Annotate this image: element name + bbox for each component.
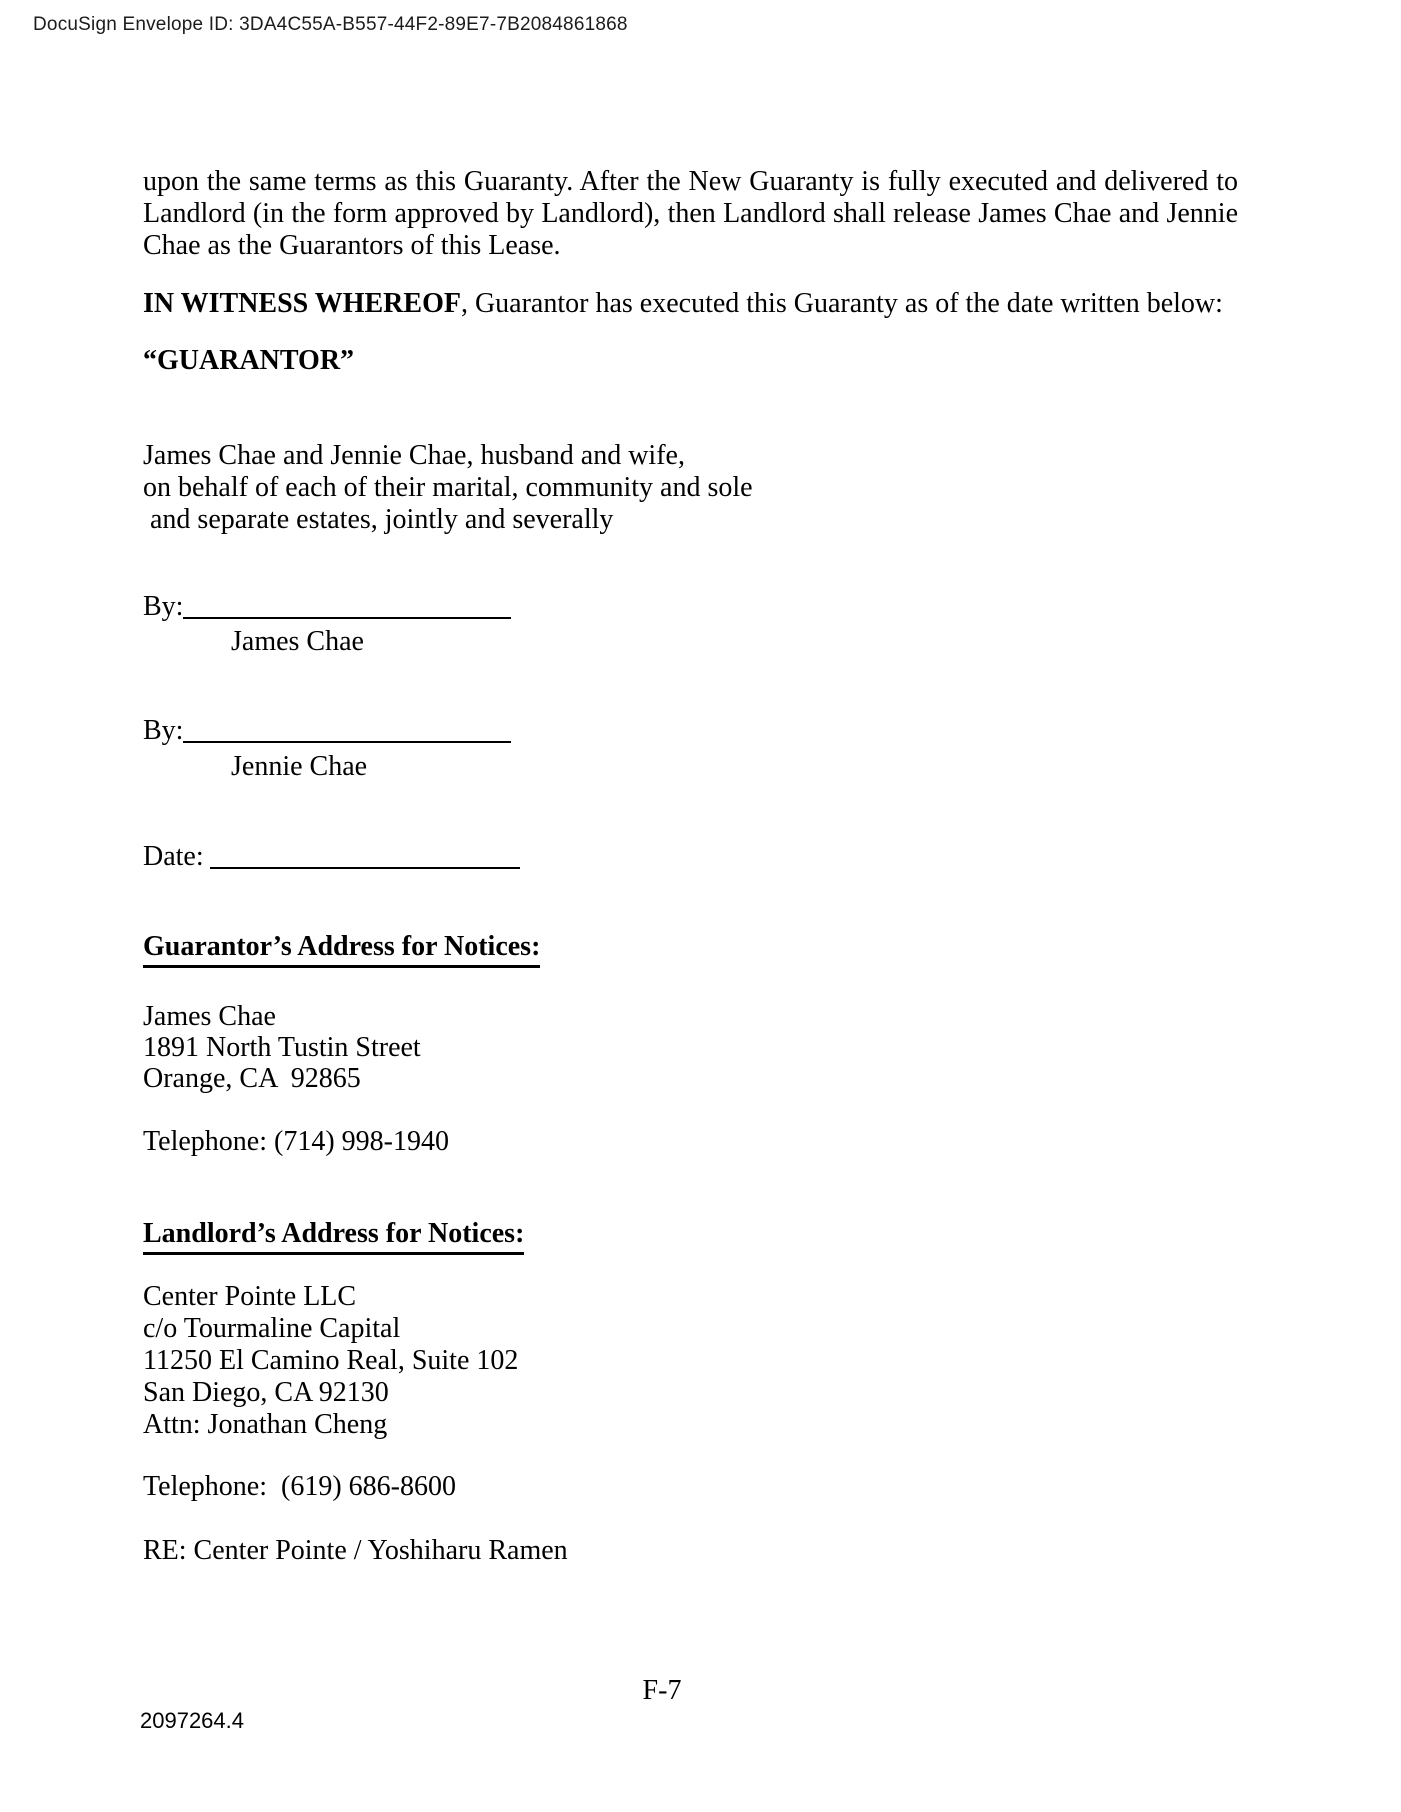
opening-paragraph [143,166,1238,262]
address-line: San Diego, CA 92130 [143,1377,389,1408]
witness-clause [143,288,1238,320]
signature-row-1 [143,591,511,623]
address-line: James Chae [143,1001,276,1032]
date-line [210,867,520,869]
signer-name-1: James Chae [231,626,364,657]
guarantor-title: “GUARANTOR” [143,345,355,376]
signature-line [183,617,511,619]
guarantor-description [143,440,1238,536]
guarantor-description-line: on behalf of each of their marital, community and sole [143,472,753,503]
document-number: 2097264.4 [140,1708,244,1733]
landlord-telephone: Telephone: (619) 686-8600 [143,1471,456,1502]
by-label: By: [143,715,184,746]
signer-name-2: Jennie Chae [231,751,368,782]
signature-row-2 [143,715,511,747]
guarantor-description-line: James Chae and Jennie Chae, husband and wife, [143,440,685,471]
guarantor-telephone: Telephone: (714) 998-1940 [143,1126,449,1157]
address-line: Center Pointe LLC [143,1281,357,1312]
address-line: 1891 North Tustin Street [143,1032,421,1063]
signature-line [183,741,511,743]
guarantor-address-heading: Guarantor’s Address for Notices: [143,931,540,968]
guarantor-description-line: and separate estates, jointly and severally [143,504,614,535]
guarantor-address-block [143,1001,421,1094]
address-line: c/o Tourmaline Capital [143,1313,401,1344]
date-row [143,841,520,873]
landlord-address-block [143,1281,518,1441]
witness-clause-rest: , Guarantor has executed this Guaranty as of the date written below: [460,288,1223,319]
paragraph-line: upon the same terms as this Guaranty. After the New Guaranty is fully executed and delivered to [143,166,1238,197]
re-line: RE: Center Pointe / Yoshiharu Ramen [143,1535,568,1566]
paragraph-line: Landlord (in the form approved by Landlord), then Landlord shall release James Chae and Jennie [143,198,1238,229]
docusign-envelope-id: DocuSign Envelope ID: 3DA4C55A-B557-44F2-89E7-7B2084861868 [33,14,628,35]
witness-clause-bold: IN WITNESS WHEREOF [143,288,461,319]
page-number: F-7 [642,1675,682,1706]
address-line: 11250 El Camino Real, Suite 102 [143,1345,519,1376]
landlord-address-heading: Landlord’s Address for Notices: [143,1218,524,1255]
paragraph-line: Chae as the Guarantors of this Lease. [143,230,561,261]
address-line: Attn: Jonathan Cheng [143,1409,388,1440]
by-label: By: [143,591,184,622]
address-line: Orange, CA 92865 [143,1063,361,1094]
date-label: Date: [143,841,204,872]
